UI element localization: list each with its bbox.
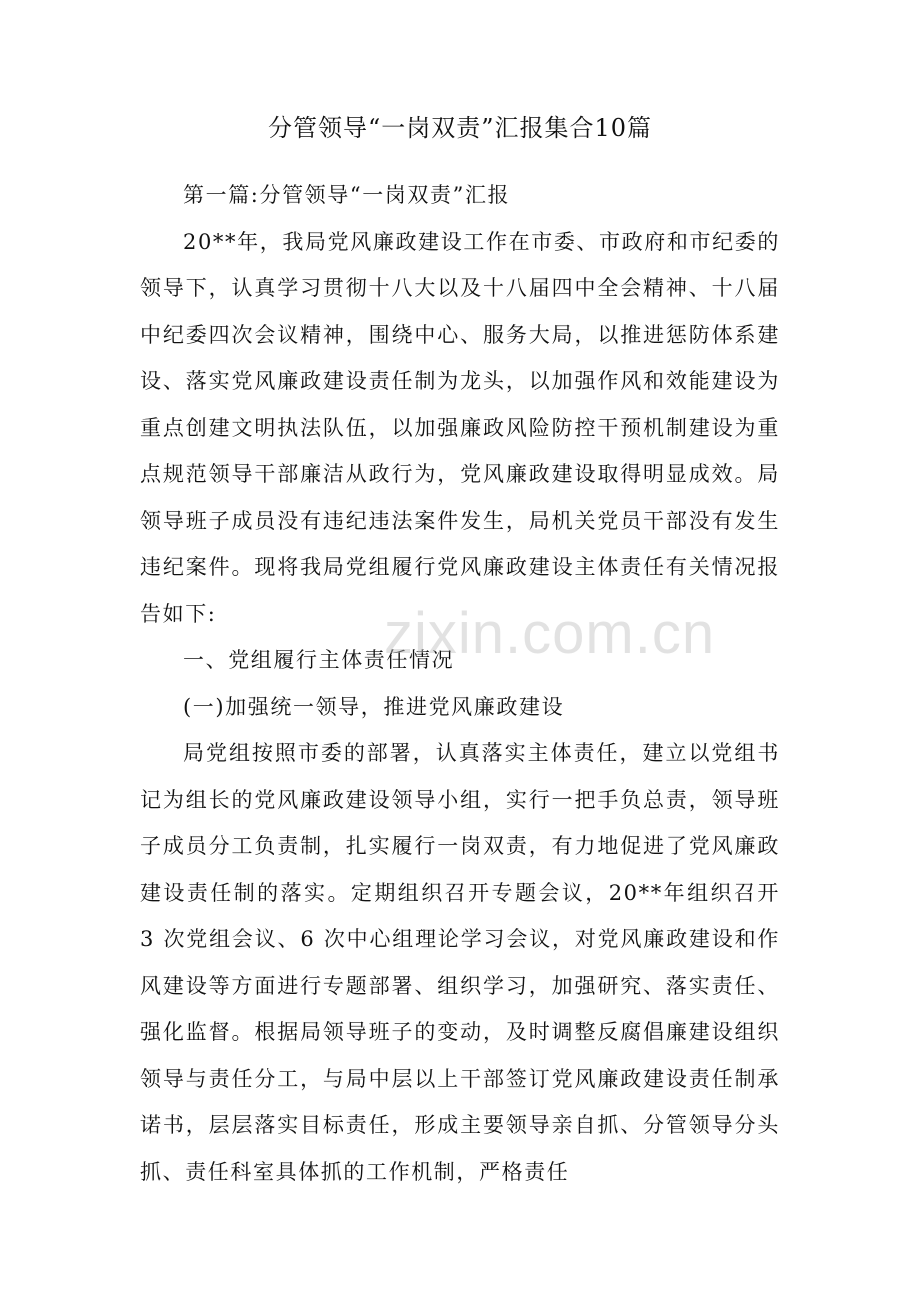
- document-title: 分管领导“一岗双责”汇报集合10篇: [267, 114, 653, 142]
- body-paragraph: 局党组按照市委的部署，认真落实主体责任，建立以党组书记为组长的党风廉政建设领导小组，实行一把手负总责，领导班子成员分工负责制，扎实履行一岗双责，有力地促进了党风廉政建设责任制的落实。定期组织召开专题会议，20**年组织召开 3 次党组会议、6 次中心组理论学习会议，对党风廉政建设和作风建设等方面进行专题部署、组织学习，加强研究、落实责任、强化监督。根据局领导班子的变动，及时调整反腐倡廉建设组织领导与责任分工，与局中层以上干部签订党风廉政建设责任制承诺书，层层落实目标责任，形成主要领导亲自抓、分管领导分头抓、责任科室具体抓的工作机制，严格责任: [140, 741, 780, 1184]
- section-heading: 第一篇:分管领导“一岗双责”汇报: [183, 183, 511, 207]
- body-paragraph: 20**年，我局党风廉政建设工作在市委、市政府和市纪委的领导下，认真学习贯彻十八大以及十八届四中全会精神、十八届中纪委四次会议精神，围绕中心、服务大局，以推进惩防体系建设、落实党风廉政建设责任制为龙头，以加强作风和效能建设为重点创建文明执法队伍，以加强廉政风险防控干预机制建设为重点规范领导干部廉洁从政行为，党风廉政建设取得明显成效。局领导班子成员没有违纪违法案件发生，局机关党员干部没有发生违纪案件。现将我局党组履行党风廉政建设主体责任有关情况报告如下:: [140, 229, 780, 626]
- section-heading: 一、党组履行主体责任情况: [183, 648, 455, 672]
- document-body: [140, 172, 780, 1195]
- watermark-text: zixin.com.cn: [384, 601, 716, 666]
- document-page: [140, 0, 780, 1302]
- subsection-heading: (一)加强统一领导，推进党风廉政建设: [183, 694, 565, 719]
